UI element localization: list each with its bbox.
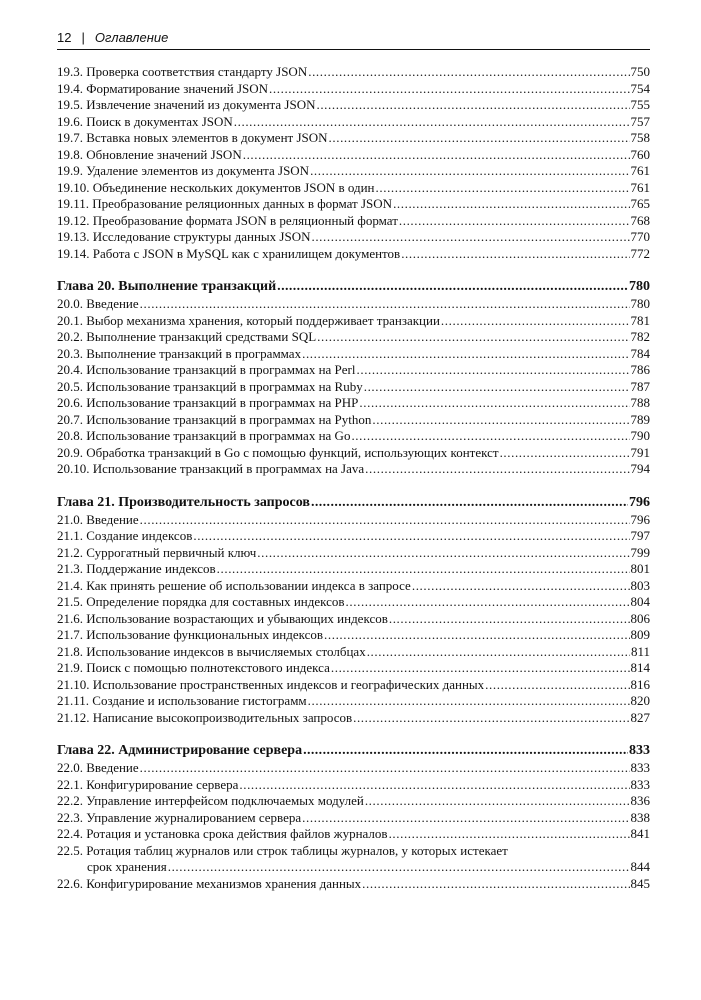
- toc-entry-label: 20.3. Выполнение транзакций в программах: [57, 345, 302, 361]
- toc-entry-label: 19.4. Форматирование значений JSON: [57, 80, 269, 96]
- toc-entry[interactable]: [57, 114, 650, 131]
- toc-entry-page: 780: [629, 279, 650, 294]
- toc-entry-label: 19.14. Работа с JSON в MySQL как с хранилищем документов: [57, 245, 401, 261]
- toc-entry[interactable]: [57, 512, 650, 529]
- leader-dots: [324, 627, 629, 644]
- leader-dots: [311, 229, 629, 246]
- header-title: Оглавление: [94, 30, 169, 45]
- toc-entry[interactable]: [57, 130, 650, 147]
- chapter-section: [57, 493, 650, 727]
- leader-dots: [302, 346, 629, 363]
- toc-entry[interactable]: [57, 213, 650, 230]
- toc-entry[interactable]: [57, 528, 650, 545]
- toc-entry-label: 21.1. Создание индексов: [57, 528, 193, 543]
- toc-entry[interactable]: [57, 876, 650, 893]
- toc-entry-page: 787: [630, 378, 650, 394]
- toc-entry-page: 811: [630, 643, 650, 659]
- toc-entry-page: 796: [629, 494, 650, 510]
- toc-entry[interactable]: [57, 97, 650, 114]
- toc-entry[interactable]: [57, 693, 650, 710]
- leader-dots: [365, 793, 630, 810]
- toc-entry-label: 21.5. Определение порядка для составных индексов: [57, 594, 345, 609]
- toc-entry[interactable]: [57, 362, 650, 379]
- toc-entry-page: 790: [630, 428, 650, 443]
- toc-entry-page: 806: [630, 610, 650, 626]
- leader-dots: [389, 826, 630, 843]
- toc-entry-label: 21.0. Введение: [57, 511, 139, 527]
- toc-entry[interactable]: [57, 395, 650, 412]
- toc-entry[interactable]: [57, 196, 650, 213]
- toc-entry-label: 22.6. Конфигурирование механизмов хранения данных: [57, 875, 362, 891]
- toc-entry-label: 21.3. Поддержание индексов: [57, 561, 216, 576]
- toc-entry[interactable]: [57, 296, 650, 313]
- toc-entry-label: 20.6. Использование транзакций в программах на PHP: [57, 395, 359, 410]
- toc-entry[interactable]: [57, 412, 650, 429]
- toc-entry-label: 19.5. Извлечение значений из документа JSON: [57, 97, 316, 112]
- header-separator: |: [81, 30, 85, 45]
- toc-entry[interactable]: [57, 313, 650, 330]
- toc-entry-label: 21.12. Написание высокопроизводительных запросов: [57, 709, 353, 725]
- toc-entry[interactable]: [57, 81, 650, 98]
- toc-entry[interactable]: [57, 545, 650, 562]
- toc-entry-page: 833: [630, 760, 650, 775]
- toc-entry-page: 786: [630, 362, 650, 377]
- toc-entry-label: 19.8. Обновление значений JSON: [57, 146, 242, 162]
- toc-entry-label: 19.13. Исследование структуры данных JSON: [57, 229, 311, 244]
- toc-entry-page: 755: [630, 97, 650, 112]
- toc-entry-label: Глава 21. Производительность запросов: [57, 494, 310, 510]
- toc-entry-label: 21.9. Поиск с помощью полнотекстового индекса: [57, 660, 330, 675]
- leader-dots: [193, 528, 629, 545]
- leader-dots: [500, 445, 630, 462]
- toc-entry-page: 796: [630, 511, 650, 527]
- toc-entry[interactable]: [57, 677, 650, 694]
- toc-entry-label: 22.2. Управление интерфейсом подключаемых модулей: [57, 793, 364, 808]
- leader-dots: [362, 876, 629, 893]
- toc-entry[interactable]: [57, 627, 650, 644]
- toc-entry-label: 22.1. Конфигурирование сервера: [57, 776, 239, 792]
- toc-entry-page: 804: [630, 594, 650, 609]
- toc-entry-page: 801: [630, 561, 650, 576]
- leader-dots: [234, 114, 630, 131]
- toc-entry-page: 836: [630, 793, 650, 808]
- toc-entry-label: 21.10. Использование пространственных индексов и географических данных: [57, 676, 485, 692]
- toc-entry[interactable]: [57, 428, 650, 445]
- toc-entry-page: 797: [630, 528, 650, 543]
- leader-dots: [364, 379, 630, 396]
- leader-dots: [393, 196, 629, 213]
- leader-dots: [303, 741, 628, 760]
- toc-entry-page: 765: [630, 196, 650, 211]
- toc-entry[interactable]: [57, 810, 650, 827]
- toc-entry[interactable]: [57, 64, 650, 81]
- chapter-section: [57, 741, 650, 892]
- toc-entry-page: 809: [630, 627, 650, 642]
- leader-dots: [310, 163, 629, 180]
- toc-entry-label: 19.3. Проверка соответствия стандарту JSON: [57, 64, 308, 79]
- leader-dots: [485, 677, 629, 694]
- toc-entry-page: 757: [630, 113, 650, 129]
- toc-entry-page: 838: [630, 809, 650, 825]
- toc-entry[interactable]: [57, 461, 650, 478]
- toc-entry-label: 20.2. Выполнение транзакций средствами SQL: [57, 329, 317, 344]
- chapter-heading[interactable]: [57, 741, 650, 760]
- toc-entry-label: 19.10. Объединение нескольких документов JSON в один: [57, 179, 375, 195]
- leader-dots: [357, 362, 630, 379]
- toc-entry-page: 791: [630, 444, 650, 460]
- chapter-section: [57, 277, 650, 478]
- toc-entry-page: 781: [630, 312, 650, 328]
- toc-entry-label: 21.11. Создание и использование гистограмм: [57, 693, 307, 708]
- toc-entry-page: 794: [630, 461, 650, 476]
- toc-entry-page: 761: [630, 163, 650, 178]
- leader-dots: [317, 329, 629, 346]
- chapter-heading[interactable]: [57, 493, 650, 512]
- toc-entry-continuation[interactable]: [57, 859, 650, 876]
- toc-entry-page: 814: [630, 660, 650, 675]
- toc-entry[interactable]: [57, 346, 650, 363]
- toc-entry[interactable]: [57, 826, 650, 843]
- toc-entry-label: 20.10. Использование транзакций в программах на Java: [57, 461, 365, 476]
- toc-entry-page: 770: [630, 229, 650, 244]
- toc-entry-page: 845: [630, 875, 650, 891]
- toc-entry-label: 21.4. Как принять решение об использовании индекса в запросе: [57, 577, 411, 593]
- toc-entry-page: 768: [630, 212, 650, 228]
- chapter-heading[interactable]: [57, 277, 650, 296]
- leader-dots: [353, 710, 629, 727]
- toc-entry-page: 780: [630, 296, 650, 311]
- leader-dots: [308, 693, 630, 710]
- leader-dots: [441, 313, 630, 330]
- page-number: 12: [57, 30, 72, 45]
- toc-entry-page: 820: [630, 693, 650, 708]
- toc-entry-label: 21.8. Использование индексов в вычисляемых столбцах: [57, 643, 366, 659]
- toc-entry-label: 20.7. Использование транзакций в программах на Python: [57, 411, 372, 427]
- toc-entry[interactable]: [57, 147, 650, 164]
- toc-entry-page: 803: [630, 577, 650, 593]
- leader-dots: [399, 213, 630, 230]
- toc-entry[interactable]: [57, 660, 650, 677]
- leader-dots: [316, 97, 629, 114]
- leader-dots: [239, 777, 629, 794]
- table-of-contents: [57, 64, 650, 892]
- toc-entry-label: 20.4. Использование транзакций в программах на Perl: [57, 362, 356, 377]
- toc-entry[interactable]: [57, 594, 650, 611]
- leader-dots: [217, 561, 630, 578]
- toc-entry[interactable]: [57, 561, 650, 578]
- toc-entry-label: 19.6. Поиск в документах JSON: [57, 113, 233, 129]
- toc-entry-label: 19.7. Вставка новых элементов в документ JSON: [57, 130, 328, 145]
- toc-entry[interactable]: [57, 843, 650, 860]
- toc-entry[interactable]: [57, 180, 650, 197]
- leader-dots: [308, 64, 629, 81]
- toc-entry[interactable]: [57, 379, 650, 396]
- toc-entry-label: 22.5. Ротация таблиц журналов или строк таблицы журналов, у которых истекает: [57, 842, 508, 858]
- toc-entry-label: 21.2. Суррогатный первичный ключ: [57, 544, 257, 560]
- toc-entry-label: 19.9. Удаление элементов из документа JSON: [57, 163, 310, 178]
- toc-entry[interactable]: [57, 760, 650, 777]
- toc-entry-page: 827: [630, 709, 650, 725]
- section-continuation: [57, 64, 650, 262]
- toc-entry[interactable]: [57, 777, 650, 794]
- toc-entry[interactable]: [57, 710, 650, 727]
- leader-dots: [140, 296, 630, 313]
- leader-dots: [302, 810, 629, 827]
- toc-entry-page: 760: [630, 146, 650, 162]
- leader-dots: [269, 81, 629, 98]
- toc-entry-label: 20.9. Обработка транзакций в Go с помощью функций, использующих контекст: [57, 444, 499, 460]
- leader-dots: [329, 130, 630, 147]
- toc-entry-label: 19.12. Преобразование формата JSON в реляционный формат: [57, 212, 398, 228]
- leader-dots: [311, 493, 628, 512]
- toc-entry-label: 22.0. Введение: [57, 760, 139, 775]
- leader-dots: [359, 395, 629, 412]
- toc-entry-label: срок хранения: [87, 859, 167, 874]
- leader-dots: [401, 246, 629, 263]
- toc-entry-label: 20.0. Введение: [57, 296, 139, 311]
- leader-dots: [367, 644, 630, 661]
- leader-dots: [365, 461, 629, 478]
- toc-entry-page: 789: [630, 411, 650, 427]
- toc-entry-page: 799: [630, 544, 650, 560]
- leader-dots: [277, 277, 628, 296]
- toc-entry[interactable]: [57, 644, 650, 661]
- toc-entry-page: 782: [630, 329, 650, 344]
- toc-entry-page: 761: [630, 179, 650, 195]
- toc-entry[interactable]: [57, 793, 650, 810]
- toc-entry[interactable]: [57, 229, 650, 246]
- toc-entry-label: 19.11. Преобразование реляционных данных в формат JSON: [57, 196, 393, 211]
- toc-entry-page: 816: [630, 676, 650, 692]
- toc-entry-page: 758: [630, 130, 650, 145]
- toc-entry-page: 750: [630, 64, 650, 79]
- toc-entry-label: 21.6. Использование возрастающих и убывающих индексов: [57, 610, 388, 626]
- leader-dots: [257, 545, 629, 562]
- leader-dots: [243, 147, 630, 164]
- leader-dots: [412, 578, 630, 595]
- leader-dots: [389, 611, 630, 628]
- toc-entry[interactable]: [57, 246, 650, 263]
- toc-entry-page: 841: [630, 826, 650, 841]
- toc-entry-label: 20.5. Использование транзакций в программах на Ruby: [57, 378, 363, 394]
- leader-dots: [346, 594, 630, 611]
- toc-entry-page: 788: [630, 395, 650, 410]
- toc-entry-page: 833: [629, 743, 650, 758]
- leader-dots: [351, 428, 629, 445]
- leader-dots: [331, 660, 630, 677]
- toc-entry-page: 844: [630, 859, 650, 874]
- toc-entry-label: 22.4. Ротация и установка срока действия файлов журналов: [57, 826, 388, 841]
- toc-entry-page: 772: [630, 245, 650, 261]
- running-header: [57, 26, 650, 50]
- toc-entry[interactable]: [57, 611, 650, 628]
- leader-dots: [372, 412, 629, 429]
- toc-entry-label: Глава 22. Администрирование сервера: [57, 743, 303, 758]
- toc-entry-label: 21.7. Использование функциональных индексов: [57, 627, 324, 642]
- toc-entry-page: 784: [630, 345, 650, 361]
- toc-entry-label: 20.1. Выбор механизма хранения, который поддерживает транзакции: [57, 312, 440, 328]
- leader-dots: [168, 859, 630, 876]
- leader-dots: [140, 760, 630, 777]
- toc-entry[interactable]: [57, 163, 650, 180]
- toc-entry-label: Глава 20. Выполнение транзакций: [57, 279, 277, 294]
- leader-dots: [376, 180, 630, 197]
- toc-entry-page: 754: [630, 80, 650, 96]
- toc-entry[interactable]: [57, 578, 650, 595]
- toc-entry[interactable]: [57, 329, 650, 346]
- leader-dots: [140, 512, 630, 529]
- toc-entry-label: 20.8. Использование транзакций в программах на Go: [57, 428, 351, 443]
- toc-entry-label: 22.3. Управление журналированием сервера: [57, 809, 302, 825]
- toc-entry[interactable]: [57, 445, 650, 462]
- toc-entry-page: 833: [630, 776, 650, 792]
